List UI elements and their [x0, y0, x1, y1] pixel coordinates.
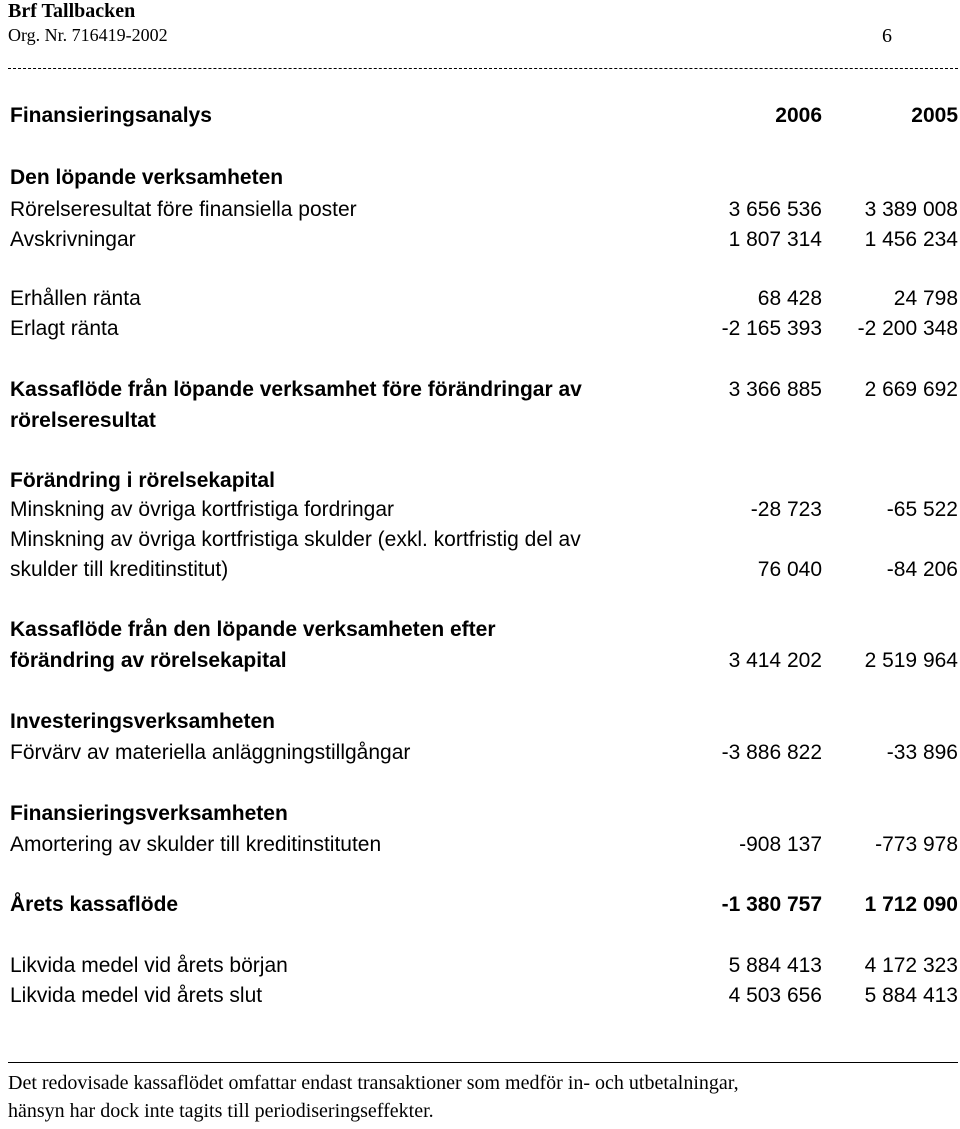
- row-label: rörelseresultat: [10, 409, 156, 432]
- row-value-2006: -28 723: [750, 498, 822, 521]
- row-value-2005: 1 456 234: [864, 228, 958, 251]
- row-value-2006: -1 380 757: [721, 893, 822, 916]
- row-value-2005: 1 712 090: [864, 893, 958, 916]
- row-value-2006: 3 414 202: [728, 649, 822, 672]
- table-row: [10, 831, 958, 859]
- row-label: Kassaflöde från den löpande verksamheten efter: [10, 618, 496, 641]
- row-value-2006: 1 807 314: [728, 228, 822, 251]
- table-row: [10, 526, 958, 554]
- row-value-2006: 3 656 536: [728, 198, 822, 221]
- row-label: Avskrivningar: [10, 228, 136, 251]
- row-label: Rörelseresultat före finansiella poster: [10, 198, 357, 221]
- year-column-1: 2006: [775, 104, 822, 127]
- table-row: [10, 196, 958, 224]
- year-column-2: 2005: [911, 104, 958, 127]
- row-value-2005: -2 200 348: [857, 317, 958, 340]
- row-label: Förändring i rörelsekapital: [10, 469, 275, 492]
- subtotal-row: [10, 376, 958, 404]
- row-label: Årets kassaflöde: [10, 893, 179, 916]
- row-label: Amortering av skulder till kreditinstituten: [10, 833, 382, 856]
- row-value-2006: 76 040: [757, 558, 822, 581]
- section-heading-financing: [10, 800, 958, 828]
- row-label: förändring av rörelsekapital: [10, 649, 287, 672]
- row-label: Investeringsverksamheten: [10, 710, 275, 733]
- row-label: Erhållen ränta: [10, 287, 141, 310]
- total-row-cash-flow: [10, 891, 958, 919]
- table-row: [10, 982, 958, 1010]
- row-value-2005: 3 389 008: [864, 198, 958, 221]
- table-row: [10, 226, 958, 254]
- row-label: Den löpande verksamheten: [10, 166, 284, 189]
- row-value-2005: 2 669 692: [864, 378, 958, 401]
- footnote-line-1: Det redovisade kassaflödet omfattar endast transaktioner som medför in- och utbetalningar,: [8, 1072, 739, 1094]
- row-label: skulder till kreditinstitut): [10, 558, 229, 581]
- table-row: [10, 556, 958, 584]
- org-number: Org. Nr. 716419-2002: [8, 25, 168, 45]
- row-value-2005: 2 519 964: [864, 649, 958, 672]
- header-divider: [8, 68, 958, 69]
- table-row: [10, 315, 958, 343]
- row-value-2005: -84 206: [886, 558, 958, 581]
- row-label: Kassaflöde från löpande verksamhet före förändringar av: [10, 378, 582, 401]
- row-label: Likvida medel vid årets slut: [10, 984, 263, 1007]
- row-label: Förvärv av materiella anläggningstillgångar: [10, 741, 411, 764]
- row-label: Erlagt ränta: [10, 317, 119, 340]
- table-row: [10, 952, 958, 980]
- table-row: [10, 285, 958, 313]
- section-heading-operating: [10, 164, 958, 192]
- row-label: Minskning av övriga kortfristiga fordringar: [10, 498, 394, 521]
- subtotal-row: [10, 616, 958, 644]
- row-value-2005: 5 884 413: [864, 984, 958, 1007]
- table-row: [10, 496, 958, 524]
- footnote-line-2: hänsyn har dock inte tagits till periodiseringseffekter.: [8, 1100, 434, 1122]
- page-number: 6: [882, 25, 892, 47]
- row-label: Finansieringsverksamheten: [10, 802, 288, 825]
- row-value-2005: -33 896: [886, 741, 958, 764]
- row-value-2005: 24 798: [893, 287, 958, 310]
- subtotal-row-continued: [10, 647, 958, 675]
- section-heading-investing: [10, 708, 958, 736]
- row-value-2006: -908 137: [739, 833, 822, 856]
- row-value-2005: 4 172 323: [864, 954, 958, 977]
- row-value-2006: 5 884 413: [728, 954, 822, 977]
- footer-divider: [8, 1062, 958, 1063]
- row-value-2006: 3 366 885: [728, 378, 822, 401]
- row-value-2005: -773 978: [875, 833, 958, 856]
- row-label: Minskning av övriga kortfristiga skulder (exkl. kortfristig del av: [10, 528, 581, 551]
- table-row: [10, 739, 958, 767]
- table-header-row: [10, 102, 958, 130]
- org-name: Brf Tallbacken: [8, 0, 136, 22]
- row-value-2006: -3 886 822: [721, 741, 822, 764]
- table-title: Finansieringsanalys: [10, 104, 212, 127]
- subtotal-row-continued: [10, 407, 958, 435]
- row-label: Likvida medel vid årets början: [10, 954, 288, 977]
- row-value-2005: -65 522: [886, 498, 958, 521]
- row-value-2006: -2 165 393: [721, 317, 822, 340]
- row-value-2006: 4 503 656: [728, 984, 822, 1007]
- row-value-2006: 68 428: [757, 287, 822, 310]
- section-heading-working-capital: [10, 467, 958, 495]
